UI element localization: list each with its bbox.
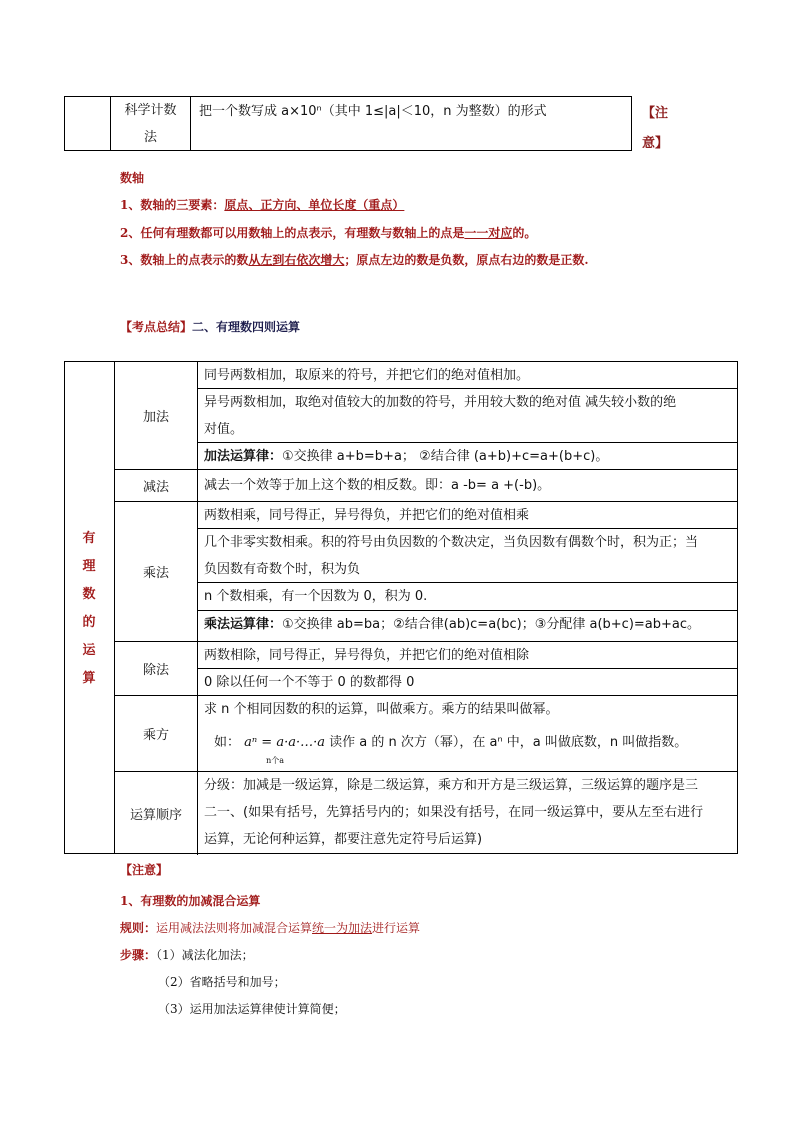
section-heading-text: 二、有理数四则运算 <box>192 320 301 334</box>
category-char: 运 <box>82 643 96 658</box>
notes-rule-underlined: 统一为加法 <box>312 921 373 935</box>
side-note-line2: 意】 <box>642 136 669 151</box>
item1-prefix: 1、数轴的三要素： <box>120 198 225 212</box>
notes-item-1: 1、有理数的加减混合运算 <box>120 894 261 908</box>
item1-underlined: 原点、正方向、单位长度（重点） <box>224 198 405 212</box>
power-formula <box>244 729 325 765</box>
method-definition: 把一个数写成 a×10ⁿ（其中 1≤|a|＜10，n 为整数）的形式 <box>199 104 547 119</box>
method-name-line2: 法 <box>143 130 157 145</box>
notes-step-1 <box>120 946 254 963</box>
addition-line-2a: 异号两数相加，取绝对值较大的加数的符号，并用较大数的绝对值 减失较小数的绝 <box>204 395 677 410</box>
category-char: 的 <box>82 615 96 630</box>
multiplication-law-label: 乘法运算律： <box>204 617 283 632</box>
power-formula-text: aⁿ = a·a·…·a <box>244 735 325 750</box>
section-heading-bracket: 【考点总结】 <box>120 320 193 334</box>
addition-line-1: 同号两数相加，取原来的符号，并把它们的绝对值相加。 <box>198 362 737 389</box>
power-content <box>198 696 737 772</box>
row-subtraction <box>115 470 737 502</box>
multiplication-line-3: n 个数相乘，有一个因数为 0，积为 0. <box>198 583 737 611</box>
item3-suffix: ；原点左边的数是负数，原点右边的数是正数. <box>344 253 589 267</box>
multiplication-line-2a: 几个非零实数相乘。积的符号由负因数的个数决定，当负因数有偶数个时，积为正；当 <box>204 535 699 550</box>
op-label-subtraction: 减法 <box>115 470 198 501</box>
number-line-item-1 <box>120 196 404 213</box>
power-formula-underbrace: n个a <box>266 756 285 765</box>
notes-steps-label: 步骤： <box>120 948 157 962</box>
notes-rule-suffix: 进行运算 <box>372 921 421 935</box>
power-example-prefix: 如： <box>214 735 241 750</box>
notes-rule <box>120 919 420 936</box>
item2-underlined: 一一对应 <box>464 226 513 240</box>
multiplication-line-2b: 负因数有奇数个时，积为负 <box>204 562 361 577</box>
addition-line-2 <box>198 389 737 443</box>
order-line-2: 二一、(如果有括号，先算括号内的；如果没有括号，在同一级运算中，要从左至右进行 <box>204 805 704 820</box>
row-addition <box>115 362 737 470</box>
notes-rule-label: 规则： <box>120 921 157 935</box>
multiplication-line-2 <box>198 529 737 583</box>
op-label-division: 除法 <box>115 642 198 695</box>
category-char: 有 <box>82 531 96 546</box>
number-line-item-2 <box>120 224 536 241</box>
op-label-order: 运算顺序 <box>115 772 198 855</box>
multiplication-law-text: ①交换律 ab=ba；②结合律(ab)c=a(bc)；③分配律 a(b+c)=ab+ac。 <box>282 617 701 632</box>
multiplication-law <box>198 611 737 642</box>
item2-suffix: 的。 <box>512 226 537 240</box>
item2-prefix: 2、任何有理数都可以用数轴上的点表示，有理数与数轴上的点是 <box>120 226 465 240</box>
rational-operations-table <box>64 361 738 854</box>
addition-line-2b: 对值。 <box>204 422 244 437</box>
op-label-addition: 加法 <box>115 362 198 469</box>
op-label-power: 乘方 <box>115 696 198 771</box>
addition-law-text: ①交换律 a+b=b+a； ②结合律 (a+b)+c=a+(b+c)。 <box>282 449 609 464</box>
division-line-1: 两数相除，同号得正，异号得负，并把它们的绝对值相除 <box>198 642 737 669</box>
addition-law <box>198 443 737 470</box>
notes-step-1-text: （1）减法化加法； <box>156 948 254 962</box>
method-name-cell <box>111 97 191 150</box>
side-note <box>642 99 682 159</box>
row-multiplication <box>115 502 737 642</box>
category-char: 算 <box>82 671 96 686</box>
order-line-1: 分级：加减是一级运算，除是二级运算，乘方和开方是三级运算，三级运算的题序是三 <box>204 778 699 793</box>
item3-prefix: 3、数轴上的点表示的数 <box>120 253 249 267</box>
power-line-1: 求 n 个相同因数的积的运算，叫做乘方。乘方的结果叫做幂。 <box>204 702 559 717</box>
row-power <box>115 696 737 772</box>
op-label-multiplication: 乘法 <box>115 502 198 641</box>
subtraction-line-1: 减去一个效等于加上这个数的相反数。即：a -b= a +(-b)。 <box>204 478 551 493</box>
section-heading <box>120 318 300 335</box>
row-order <box>115 772 737 855</box>
scientific-notation-table <box>64 96 632 151</box>
item3-underlined: 从左到右依次增大 <box>248 253 345 267</box>
division-line-2: 0 除以任何一个不等于 0 的数都得 0 <box>204 675 415 690</box>
number-line-heading: 数轴 <box>120 171 145 185</box>
method-name-line1: 科学计数 <box>124 103 177 118</box>
notes-step-3: （3）运用加法运算律使计算简便； <box>158 1002 346 1016</box>
table-blank-cell <box>65 97 111 150</box>
category-label <box>79 525 99 693</box>
power-example <box>204 729 731 765</box>
row-division <box>115 642 737 696</box>
number-line-item-3 <box>120 251 589 268</box>
power-example-text: 读作 a 的 n 次方（幂），在 aⁿ 中，a 叫做底数，n 叫做指数。 <box>329 735 688 750</box>
notes-rule-text: 运用减法法则将加减混合运算 <box>156 921 313 935</box>
side-note-line1: 【注 <box>642 106 669 121</box>
notes-heading: 【注意】 <box>120 863 169 877</box>
multiplication-line-1: 两数相乘，同号得正，异号得负，并把它们的绝对值相乘 <box>198 502 737 529</box>
category-char: 数 <box>82 587 96 602</box>
category-cell <box>65 362 115 853</box>
order-content <box>198 772 737 855</box>
notes-step-2: （2）省略括号和加号； <box>158 975 286 989</box>
category-char: 理 <box>82 559 96 574</box>
order-line-3: 运算，无论何种运算，都要注意先定符号后运算) <box>204 832 483 847</box>
addition-law-label: 加法运算律： <box>204 449 283 464</box>
